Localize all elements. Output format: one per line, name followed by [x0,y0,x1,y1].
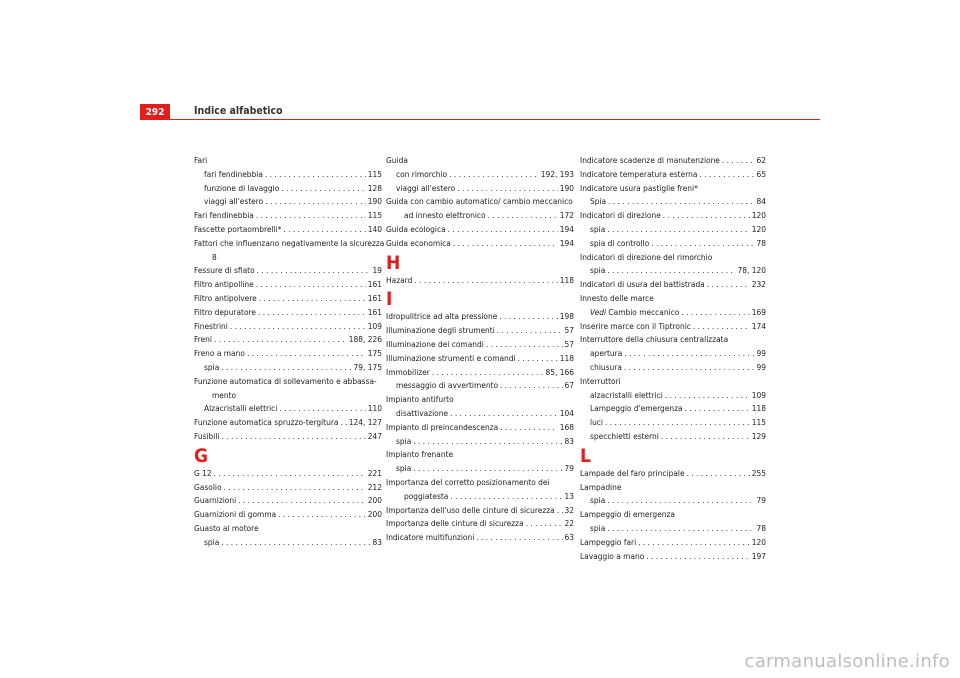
index-entry: spia . . . 83 [386,435,574,449]
index-entry: Freno a mano . . . 175 [194,347,382,361]
index-entry: fari fendinebbia . . . 115 [194,168,382,182]
index-entry: Illuminazione degli strumenti . . . 57 [386,324,574,338]
section-letter-l: L [580,444,591,467]
index-entry: con rimorchio . . . 192, 193 [386,168,574,182]
page-number: 292 [140,104,170,120]
index-entry: Freni . . . 188, 226 [194,333,382,347]
index-entry: luci . . . 115 [580,416,766,430]
index-entry: viaggi all'estero . . . 190 [194,195,382,209]
index-entry: poggiatesta . . . 13 [386,490,574,504]
index-entry: Illuminazione strumenti e comandi . . . 118 [386,352,574,366]
index-entry: Lampade del faro principale . . . 255 [580,467,766,481]
index-entry: spia . . . 120 [580,223,766,237]
section-letter-h: H [386,251,401,274]
index-entry: Filtro antipolline . . . 161 [194,278,382,292]
index-entry-continuation: mento [212,389,237,400]
index-entry: Indicatore temperatura esterna . . . 65 [580,168,766,182]
page-header [136,100,820,120]
index-entry: Inserire marce con il Tiptronic . . . 174 [580,320,766,334]
index-entry: Immobilizer . . . 85, 166 [386,366,574,380]
index-entry: Vedi Cambio meccanico . . . 169 [580,306,766,320]
index-entry: alzacristalli elettrici . . . 109 [580,389,766,403]
section-letter-i: I [386,288,393,311]
index-entry: funzione di lavaggio . . . 128 [194,182,382,196]
index-entry: disattivazione . . . 104 [386,407,574,421]
index-entry: Fari [194,155,208,165]
index-entry: Indicatori di usura del battistrada . . . 232 [580,278,766,292]
index-entry: spia di controllo . . . 78 [580,237,766,251]
index-entry: Impianto di preincandescenza . . . 168 [386,421,574,435]
index-entry: Impianto antifurto [386,394,454,405]
index-entry: chiusura . . . 99 [580,361,766,375]
index-entry: viaggi all'estero . . . 190 [386,182,574,196]
index-column-3 [580,154,766,563]
index-entry: Indicatori di direzione del rimorchio [580,251,713,262]
index-entry: Indicatore multifunzioni . . . 63 [386,531,574,545]
index-entry: spia . . . 78, 120 [580,264,766,278]
index-entry: Spia . . . 84 [580,195,766,209]
watermark: carmanualsonline.info [744,651,950,672]
index-entry: spia . . . 79 [580,494,766,508]
index-entry: Importanza delle cinture di sicurezza . . . 22 [386,517,574,531]
index-entry: spia . . . 79 [386,462,574,476]
index-entry: Interruttore della chiusura centralizzata [580,334,729,345]
index-entry: Guarnizioni di gomma . . . 200 [194,508,382,522]
index-entry: Lampeggio fari . . . 120 [580,536,766,550]
index-entry: ad innesto elettronico . . . 172 [386,209,574,223]
index-entry: Lampadine [580,481,622,492]
index-entry: spia . . . 78 [580,522,766,536]
index-entry: Guida con cambio automatico/ cambio meccanico [386,196,573,207]
page-title: Indice alfabetico [194,105,283,117]
index-entry: Guida economica . . . 194 [386,237,574,251]
index-entry: Fusibili . . . 247 [194,430,382,444]
index-entry: Guarnizioni . . . 200 [194,494,382,508]
index-entry: Funzione automatica spruzzo-tergitura . . . 124, 127 [194,416,382,430]
index-entry: Fascette portaombrelli* . . . 140 [194,223,382,237]
index-entry: Finestrini . . . 109 [194,320,382,334]
index-entry: Lampeggio d'emergenza . . . 118 [580,402,766,416]
index-entry: Indicatori di direzione . . . 120 [580,209,766,223]
index-entry: Hazard . . . 118 [386,274,574,288]
index-column-1 [194,154,385,550]
index-column-2 [386,154,574,545]
index-entry: specchietti esterni . . . 129 [580,430,766,444]
index-entry: Guasto al motore [194,522,259,533]
section-letter-g: G [194,444,209,467]
index-entry: Fattori che influenzano negativamente la sicurezza [194,237,385,248]
index-page-ref: 8 [212,251,217,262]
index-entry: Guida [386,155,408,165]
header-rule [170,119,820,120]
index-entry: Indicatore usura pastiglie freni* [580,182,698,193]
index-entry: Lampeggio di emergenza [580,509,675,520]
index-entry: messaggio di avvertimento . . . 67 [386,379,574,393]
index-entry: Filtro antipolvere . . . 161 [194,292,382,306]
index-entry: Guida ecologica . . . 194 [386,223,574,237]
index-entry: Importanza dell'uso delle cinture di sicurezza . . . 32 [386,504,574,518]
index-entry: Funzione automatica di sollevamento e abbassa- [194,375,377,386]
index-entry: Fari fendinebbia . . . 115 [194,209,382,223]
index-entry: apertura . . . 99 [580,347,766,361]
index-entry: Innesto delle marce [580,292,654,303]
index-entry: Fessure di sfiato . . . 19 [194,264,382,278]
index-entry: Gasolio . . . 212 [194,481,382,495]
see-reference: Vedi [590,306,607,317]
index-entry: spia . . . 79, 175 [194,361,382,375]
index-entry: Impianto frenante [386,449,454,460]
index-entry: Lavaggio a mano . . . 197 [580,550,766,564]
index-entry: spia . . . 83 [194,536,382,550]
index-entry: Filtro depuratore . . . 161 [194,306,382,320]
index-entry: Alzacristalli elettrici . . . 110 [194,402,382,416]
index-entry: Interruttori [580,375,621,386]
index-entry: G 12 . . . 221 [194,467,382,481]
index-entry: Idropulitrice ad alta pressione . . . 198 [386,310,574,324]
index-entry: Illuminazione dei comandi . . . 57 [386,338,574,352]
index-entry: Importanza del corretto posizionamento dei [386,476,550,487]
index-entry: Indicatore scadenze di manutenzione . . . 62 [580,154,766,168]
